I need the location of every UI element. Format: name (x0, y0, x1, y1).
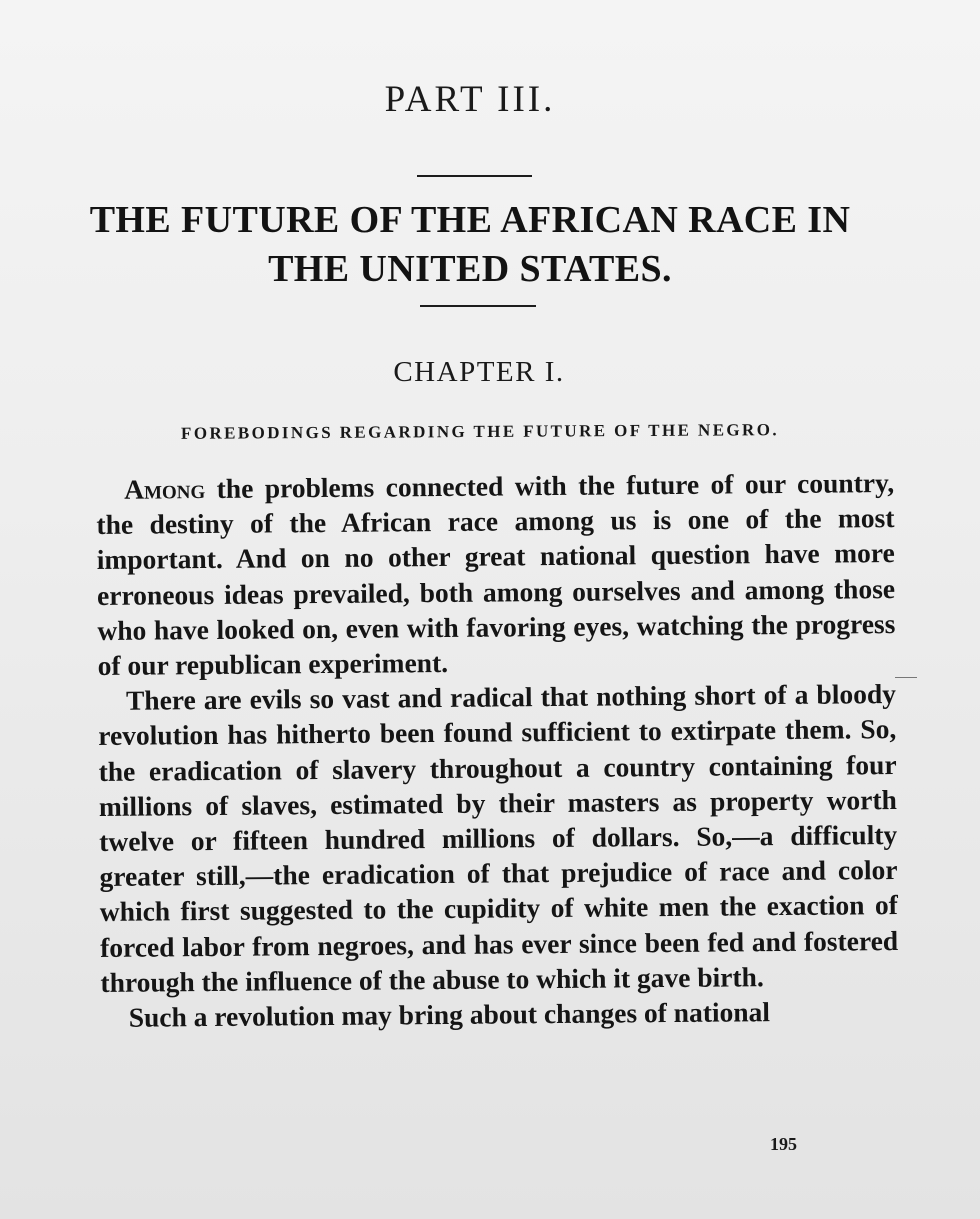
book-title (40, 196, 900, 294)
part-title: PART III. (384, 79, 556, 120)
margin-mark (895, 677, 917, 678)
paragraph-lead-word: Among (124, 473, 206, 505)
paragraph-1-text: the problems connected with the future of our country, the destiny of the African race among us is one of the most important. And on no other great national question have more erroneous ideas prevailed, both among ourselves and among those who have looked on, even with favoring eyes, watching the progress of our republican experiment. (96, 467, 896, 682)
paragraph-2: There are evils so vast and radical that nothing short of a bloody revolution has hitherto been found sufficient to extirpate them. So, the eradication of slavery throughout a country containing four millions of slaves, estimated by their masters as property worth twelve or fifteen hundred millions of dollars. So,—a difficulty greater still,—the eradication of that prejudice of race and color which first suggested to the cupidity of white men the exaction of forced labor from negroes, and has ever since been fed and fostered through the influence of the abuse to which it gave birth. (98, 678, 899, 998)
paragraph-3: Such a revolution may bring about changes of national (128, 996, 771, 1033)
title-divider-bottom (420, 305, 536, 307)
page-number: 195 (770, 1134, 797, 1154)
book-title-line-2: THE UNITED STATES. (268, 248, 672, 290)
chapter-subtitle: FOREBODINGS REGARDING THE FUTURE OF THE NEGRO. (180, 420, 780, 443)
book-title-line-1: THE FUTURE OF THE AFRICAN RACE IN (89, 199, 851, 241)
paragraph-1 (96, 465, 896, 683)
body-text (96, 465, 899, 1035)
chapter-title: CHAPTER I. (393, 356, 565, 388)
title-divider-top (417, 175, 532, 177)
